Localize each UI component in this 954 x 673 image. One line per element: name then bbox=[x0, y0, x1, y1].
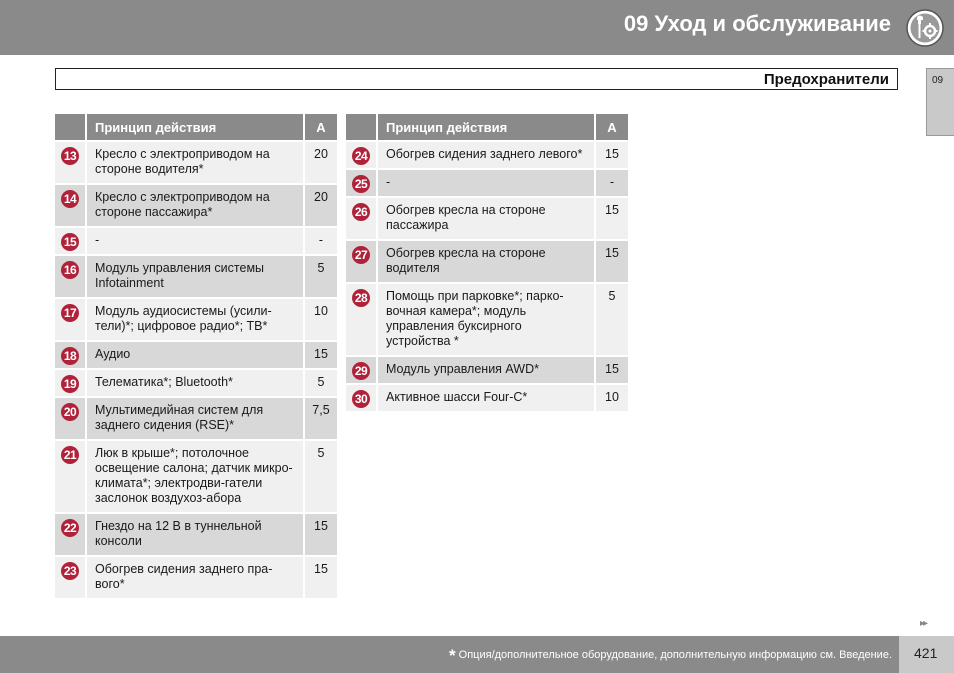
fuse-number-badge: 15 bbox=[61, 233, 79, 251]
fuse-function: Люк в крыше*; потолочное освещение салона; датчик микро-климата*; электродви-гатели заслонок воздухоз-абора bbox=[87, 439, 305, 512]
next-page-marker: ▸▸ bbox=[920, 618, 927, 629]
fuse-number-badge: 27 bbox=[352, 246, 370, 264]
fuse-number-cell bbox=[346, 168, 378, 196]
wrench-gear-icon bbox=[905, 8, 945, 48]
fuse-number-badge: 18 bbox=[61, 347, 79, 365]
fuse-number-cell bbox=[55, 512, 87, 555]
header-amps: A bbox=[596, 114, 628, 140]
footnote-star: * bbox=[449, 646, 456, 665]
fuse-function: - bbox=[378, 168, 596, 196]
fuse-row bbox=[346, 282, 628, 355]
header-bar bbox=[0, 0, 954, 55]
fuse-function: - bbox=[87, 226, 305, 254]
fuse-row bbox=[346, 239, 628, 282]
header-num-cell bbox=[346, 114, 378, 140]
fuse-function: Обогрев сидения заднего пра-вого* bbox=[87, 555, 305, 598]
fuse-number-badge: 26 bbox=[352, 203, 370, 221]
header-function: Принцип действия bbox=[87, 114, 305, 140]
fuse-function: Кресло с электроприводом на стороне пассажира* bbox=[87, 183, 305, 226]
fuse-amperage: 15 bbox=[596, 196, 628, 239]
fuse-number-cell bbox=[346, 282, 378, 355]
fuse-amperage: 15 bbox=[596, 140, 628, 168]
fuse-amperage: 5 bbox=[305, 439, 337, 512]
fuse-number-badge: 13 bbox=[61, 147, 79, 165]
chapter-tab-label: 09 bbox=[932, 75, 944, 86]
fuse-row bbox=[346, 196, 628, 239]
fuse-number-cell bbox=[55, 254, 87, 297]
fuse-number-cell bbox=[55, 226, 87, 254]
chapter-title: 09 Уход и обслуживание bbox=[623, 11, 891, 36]
fuse-row bbox=[55, 439, 337, 512]
fuse-number-cell bbox=[55, 396, 87, 439]
fuse-amperage: 5 bbox=[305, 368, 337, 396]
fuse-amperage: 15 bbox=[305, 555, 337, 598]
fuse-row bbox=[55, 183, 337, 226]
chapter-tab bbox=[926, 68, 954, 136]
fuse-function: Модуль аудиосистемы (усили-тели)*; цифровое радио*; ТВ* bbox=[87, 297, 305, 340]
fuse-number-badge: 23 bbox=[61, 562, 79, 580]
fuse-number-cell bbox=[346, 196, 378, 239]
fuse-row bbox=[55, 226, 337, 254]
header-num-cell bbox=[55, 114, 87, 140]
fuse-number-cell bbox=[346, 383, 378, 411]
fuse-row bbox=[55, 254, 337, 297]
fuse-amperage: 20 bbox=[305, 140, 337, 183]
fuse-number-cell bbox=[55, 340, 87, 368]
fuse-number-cell bbox=[55, 140, 87, 183]
fuse-row bbox=[346, 383, 628, 411]
fuse-function: Помощь при парковке*; парко-вочная камера*; модуль управления буксирного устройства * bbox=[378, 282, 596, 355]
fuse-number-cell bbox=[55, 368, 87, 396]
fuse-amperage: 20 bbox=[305, 183, 337, 226]
fuse-amperage: 5 bbox=[305, 254, 337, 297]
fuse-number-badge: 17 bbox=[61, 304, 79, 322]
fuse-row bbox=[55, 555, 337, 598]
fuse-number-badge: 19 bbox=[61, 375, 79, 393]
fuse-number-badge: 14 bbox=[61, 190, 79, 208]
fuse-amperage: 7,5 bbox=[305, 396, 337, 439]
fuse-number-cell bbox=[55, 555, 87, 598]
fuse-row bbox=[55, 396, 337, 439]
fuse-table-left bbox=[55, 114, 337, 598]
fuse-number-badge: 29 bbox=[352, 362, 370, 380]
fuse-table-right bbox=[346, 114, 628, 411]
fuse-number-badge: 28 bbox=[352, 289, 370, 307]
fuse-rows-left bbox=[55, 140, 337, 598]
fuse-number-badge: 16 bbox=[61, 261, 79, 279]
fuse-function: Телематика*; Bluetooth* bbox=[87, 368, 305, 396]
fuse-number-badge: 24 bbox=[352, 147, 370, 165]
fuse-amperage: 15 bbox=[596, 355, 628, 383]
fuse-amperage: 15 bbox=[305, 340, 337, 368]
fuse-function: Кресло с электроприводом на стороне водителя* bbox=[87, 140, 305, 183]
fuse-number-cell bbox=[55, 297, 87, 340]
fuse-number-badge: 21 bbox=[61, 446, 79, 464]
fuse-row bbox=[55, 140, 337, 183]
fuse-row bbox=[346, 355, 628, 383]
fuse-row bbox=[55, 340, 337, 368]
fuse-amperage: 15 bbox=[305, 512, 337, 555]
fuse-function: Аудио bbox=[87, 340, 305, 368]
section-title: Предохранители bbox=[763, 71, 889, 88]
fuse-number-badge: 20 bbox=[61, 403, 79, 421]
header-amps: A bbox=[305, 114, 337, 140]
section-header bbox=[55, 68, 898, 90]
fuse-number-cell bbox=[346, 140, 378, 168]
fuse-amperage: 10 bbox=[305, 297, 337, 340]
fuse-function: Обогрев сидения заднего левого* bbox=[378, 140, 596, 168]
fuse-number-cell bbox=[346, 239, 378, 282]
fuse-function: Обогрев кресла на стороне пассажира bbox=[378, 196, 596, 239]
page-number: 421 bbox=[914, 645, 938, 661]
fuse-number-cell bbox=[346, 355, 378, 383]
fuse-amperage: - bbox=[596, 168, 628, 196]
fuse-row bbox=[55, 512, 337, 555]
fuse-amperage: 5 bbox=[596, 282, 628, 355]
footnote-text: Опция/дополнительное оборудование, дополнительную информацию см. Введение. bbox=[458, 649, 892, 661]
header-function: Принцип действия bbox=[378, 114, 596, 140]
fuse-amperage: 10 bbox=[596, 383, 628, 411]
footer-bar bbox=[0, 636, 954, 673]
fuse-function: Гнездо на 12 В в туннельной консоли bbox=[87, 512, 305, 555]
fuse-function: Активное шасси Four-C* bbox=[378, 383, 596, 411]
fuse-function: Модуль управления AWD* bbox=[378, 355, 596, 383]
fuse-function: Модуль управления системы Infotainment bbox=[87, 254, 305, 297]
fuse-row bbox=[55, 297, 337, 340]
fuse-function: Обогрев кресла на стороне водителя bbox=[378, 239, 596, 282]
fuse-number-cell bbox=[55, 439, 87, 512]
page-number-box bbox=[899, 636, 954, 673]
fuse-rows-right bbox=[346, 140, 628, 411]
fuse-number-badge: 22 bbox=[61, 519, 79, 537]
fuse-number-cell bbox=[55, 183, 87, 226]
fuse-number-badge: 25 bbox=[352, 175, 370, 193]
fuse-number-badge: 30 bbox=[352, 390, 370, 408]
footnote bbox=[449, 646, 892, 666]
fuse-row bbox=[55, 368, 337, 396]
fuse-row bbox=[346, 168, 628, 196]
fuse-function: Мультимедийная систем для заднего сидения (RSE)* bbox=[87, 396, 305, 439]
fuse-amperage: 15 bbox=[596, 239, 628, 282]
fuse-amperage: - bbox=[305, 226, 337, 254]
fuse-row bbox=[346, 140, 628, 168]
